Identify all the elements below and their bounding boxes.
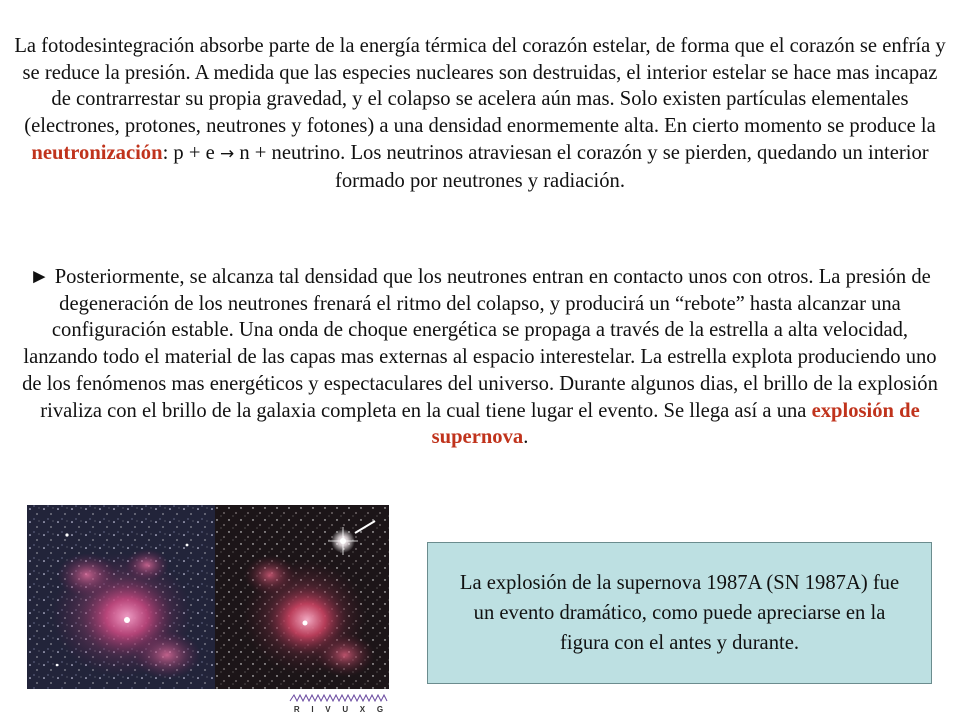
bullet-triangle-icon: ► bbox=[29, 266, 50, 288]
p1-text-a: La fotodesintegración absorbe parte de la energía térmica del corazón estelar, de forma que el corazón se enfría y se reduce la presión. A medida que las especies nucleares son destruidas, el interior estelar se hace mas incapaz de contrarrestar su propia gravedad, y el colapso se acelera aún mas. Solo existen partículas elementales (electrones, protones, neutrones y fotones) a una densidad enormemente alta. En cierto momento se produce la bbox=[14, 35, 946, 138]
supernova-before-image bbox=[27, 505, 215, 689]
p1-text-c: n + neutrino. Los neutrinos atraviesan el corazón y se pierden, quedando un interior formado por neutrones y radiación. bbox=[234, 141, 929, 192]
band-letter: I bbox=[311, 705, 314, 714]
band-letter: V bbox=[325, 705, 331, 714]
term-neutronizacion: neutronización bbox=[31, 141, 163, 164]
wave-icon bbox=[288, 693, 389, 705]
caption-box bbox=[427, 542, 932, 684]
band-letter: U bbox=[342, 705, 349, 714]
supernova-during-image bbox=[215, 505, 389, 689]
p2-text-a: Posteriormente, se alcanza tal densidad que los neutrones entran en contacto unos con otros. La presión de degeneración de los neutrones frenará el ritmo del colapso, y producirá un “rebote” hasta alcanzar una configuración estable. Una onda de choque energética se propaga a través de la estrella a alta velocidad, lanzando todo el material de las capas mas externas al espacio interestelar. La estrella explota produciendo uno de los fenómenos mas energéticos y espectaculares del universo. Durante algunos dias, el brillo de la explosión rivaliza con el brillo de la galaxia completa en la cual tiene lugar el evento. Se llega así a una bbox=[22, 266, 938, 422]
paragraph-photodisintegration bbox=[14, 33, 946, 194]
wavelength-band-strip bbox=[288, 693, 389, 717]
band-letter: G bbox=[376, 705, 384, 714]
band-letters bbox=[288, 705, 389, 715]
p2-text-end: . bbox=[523, 426, 529, 449]
paragraph-supernova bbox=[14, 264, 946, 451]
p1-text-b: : p + e bbox=[162, 141, 220, 164]
reaction-arrow-icon: → bbox=[219, 143, 235, 164]
band-letter: X bbox=[359, 705, 366, 714]
band-letter: R bbox=[293, 705, 300, 714]
nebula-before-illustration bbox=[27, 505, 215, 689]
term-explosion-supernova: explosión de supernova bbox=[431, 399, 920, 449]
nebula-during-illustration bbox=[215, 505, 389, 689]
caption-text: La explosión de la supernova 1987A (SN 1987A) fue un evento dramático, como puede apreciarse en la figura con el antes y durante. bbox=[459, 572, 900, 654]
